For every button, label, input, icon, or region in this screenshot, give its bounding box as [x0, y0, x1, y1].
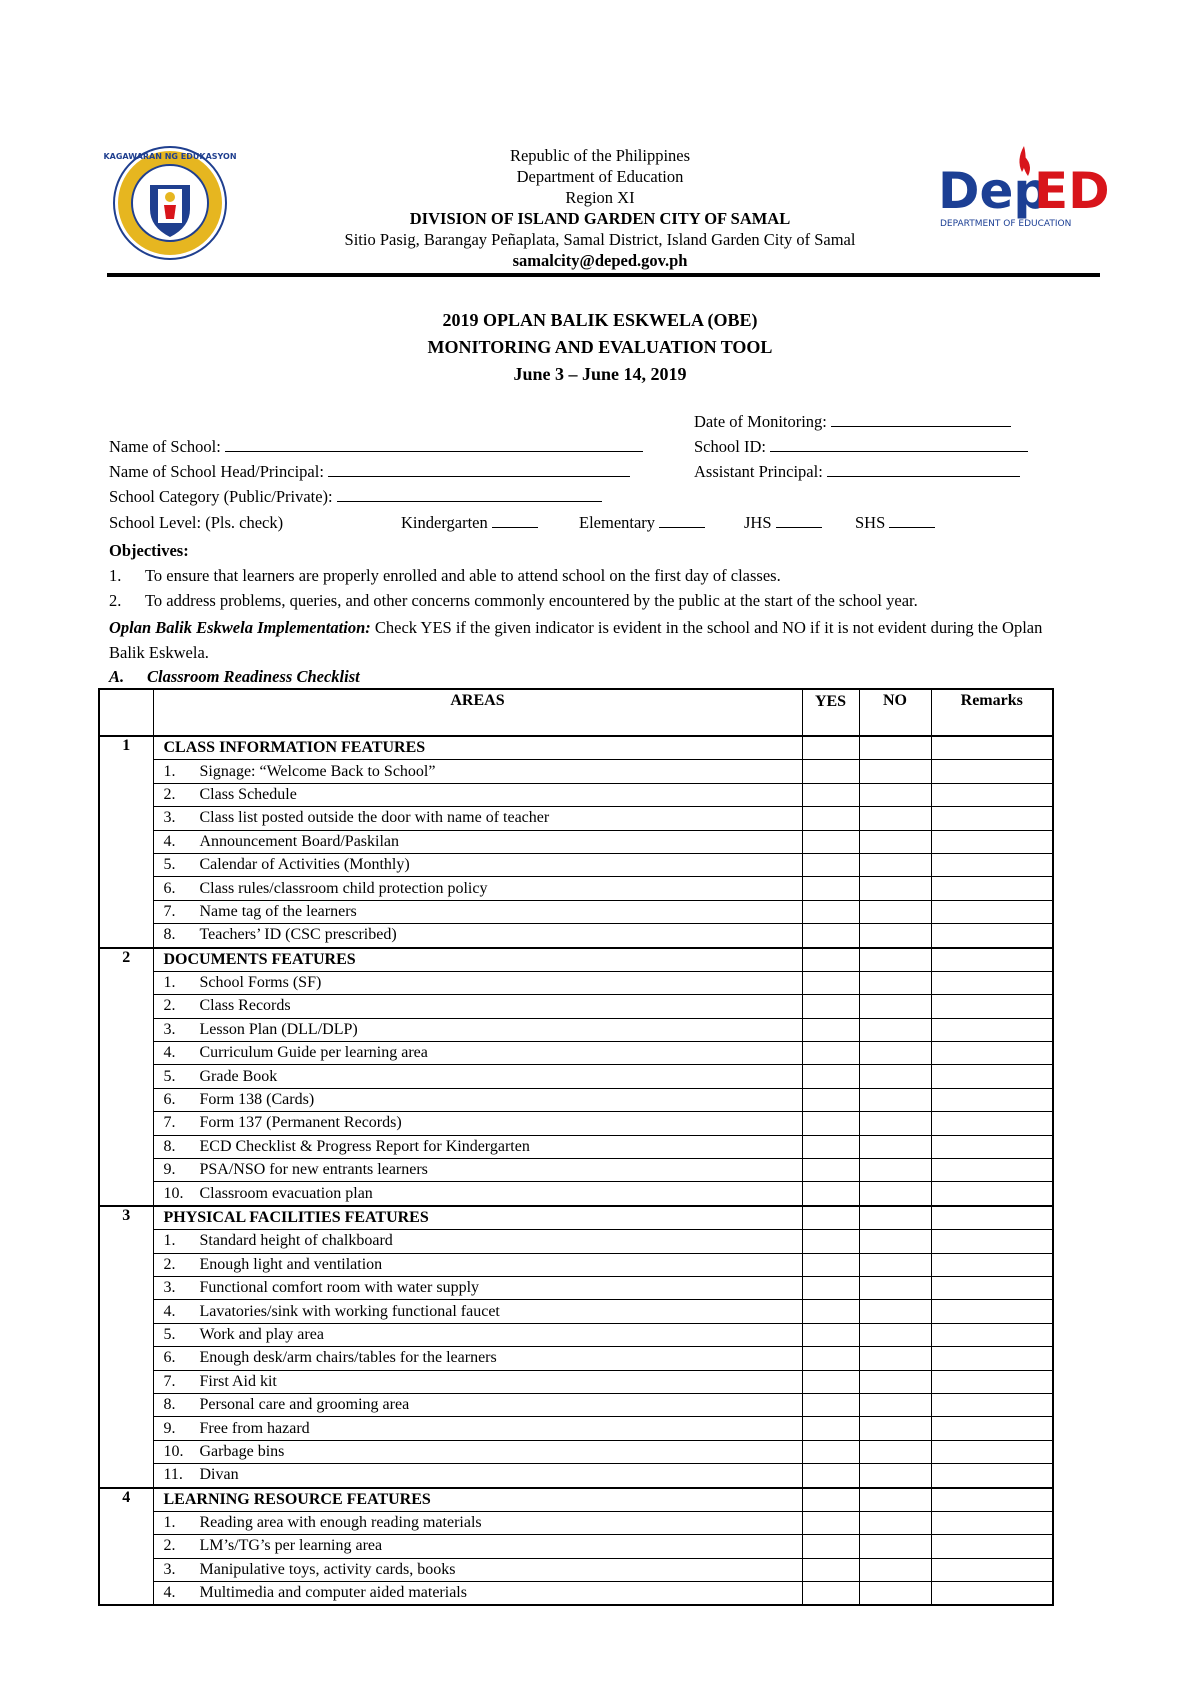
level-jhs[interactable]: [744, 513, 822, 533]
no-cell[interactable]: [859, 1018, 931, 1041]
section-a-heading: A. Classroom Readiness Checklist: [109, 667, 360, 686]
section-number: 3: [99, 1206, 153, 1488]
no-cell[interactable]: [859, 1112, 931, 1135]
school-id-field[interactable]: [694, 437, 1028, 457]
remarks-cell[interactable]: [931, 1300, 1053, 1323]
classroom-readiness-table: [98, 688, 1054, 1606]
yes-cell[interactable]: [802, 1464, 859, 1488]
checklist-item-row: [99, 1323, 1053, 1346]
assistant-principal-field[interactable]: [694, 462, 1020, 482]
yes-cell[interactable]: [802, 807, 859, 830]
date-label: Date of Monitoring:: [694, 412, 827, 431]
yes-cell[interactable]: [802, 900, 859, 923]
svg-text:KAGAWARAN NG EDUKASYON: KAGAWARAN NG EDUKASYON: [103, 152, 237, 161]
remarks-cell[interactable]: [931, 1135, 1053, 1158]
checklist-item-row: [99, 877, 1053, 900]
remarks-cell[interactable]: [931, 924, 1053, 948]
remarks-cell[interactable]: [931, 736, 1053, 760]
header-email: samalcity@deped.gov.ph: [512, 251, 688, 270]
school-name-field[interactable]: [109, 437, 643, 457]
checklist-item-row: [99, 1440, 1053, 1463]
checklist-item: 6. Enough desk/arm chairs/tables for the learners: [153, 1347, 802, 1370]
checklist-item-row: [99, 760, 1053, 783]
checklist-item-row: [99, 1018, 1053, 1041]
yes-cell[interactable]: [802, 1253, 859, 1276]
section-number: 1: [99, 736, 153, 948]
deped-logo-subtitle: DEPARTMENT OF EDUCATION: [940, 219, 1072, 229]
letterhead: [280, 145, 920, 271]
yes-cell[interactable]: [802, 924, 859, 948]
checklist-item-row: [99, 1159, 1053, 1182]
remarks-cell[interactable]: [931, 1511, 1053, 1534]
remarks-cell[interactable]: [931, 1558, 1053, 1581]
no-cell[interactable]: [859, 783, 931, 806]
no-cell[interactable]: [859, 1535, 931, 1558]
objective-2: 2. To address problems, queries, and other concerns commonly encountered by the public at the start of the school year.: [109, 591, 918, 610]
yes-cell[interactable]: [802, 1042, 859, 1065]
header-rule: [107, 273, 1100, 277]
document-title: [0, 307, 1200, 388]
checklist-item-row: [99, 1112, 1053, 1135]
checklist-item-row: [99, 924, 1053, 948]
no-cell[interactable]: [859, 1065, 931, 1088]
yes-cell[interactable]: [802, 1393, 859, 1416]
remarks-cell[interactable]: [931, 1464, 1053, 1488]
school-head-blank[interactable]: [328, 462, 630, 477]
checklist-item: 1. Standard height of chalkboard: [153, 1230, 802, 1253]
no-cell[interactable]: [859, 1393, 931, 1416]
school-id-blank[interactable]: [770, 437, 1028, 452]
checklist-item: 10. Garbage bins: [153, 1440, 802, 1463]
no-cell[interactable]: [859, 736, 931, 760]
school-level-label: School Level: (Pls. check): [109, 513, 284, 532]
checklist-item: 4. Lavatories/sink with working functional faucet: [153, 1300, 802, 1323]
remarks-cell[interactable]: [931, 1488, 1053, 1512]
header-remarks: Remarks: [931, 689, 1053, 736]
checklist-item-row: [99, 783, 1053, 806]
no-cell[interactable]: [859, 830, 931, 853]
header-region: Region XI: [565, 188, 635, 207]
title-line-1: 2019 OPLAN BALIK ESKWELA (OBE): [442, 310, 758, 330]
yes-cell[interactable]: [802, 830, 859, 853]
no-cell[interactable]: [859, 1042, 931, 1065]
checklist-item: 4. Multimedia and computer aided materials: [153, 1582, 802, 1606]
checklist-item-row: [99, 1535, 1053, 1558]
checklist-item-row: [99, 1511, 1053, 1534]
checklist-item-row: [99, 1135, 1053, 1158]
yes-cell[interactable]: [802, 1206, 859, 1230]
level-jhs-blank[interactable]: [776, 513, 822, 528]
yes-cell[interactable]: [802, 1065, 859, 1088]
yes-cell[interactable]: [802, 760, 859, 783]
checklist-item: 1. Reading area with enough reading materials: [153, 1511, 802, 1534]
yes-cell[interactable]: [802, 1112, 859, 1135]
no-cell[interactable]: [859, 1323, 931, 1346]
title-line-3: June 3 – June 14, 2019: [513, 364, 687, 384]
remarks-cell[interactable]: [931, 971, 1053, 994]
remarks-cell[interactable]: [931, 1253, 1053, 1276]
school-id-label: School ID:: [694, 437, 766, 456]
school-category-field[interactable]: [109, 487, 602, 507]
yes-cell[interactable]: [802, 995, 859, 1018]
remarks-cell[interactable]: [931, 1206, 1053, 1230]
no-cell[interactable]: [859, 900, 931, 923]
school-name-blank[interactable]: [225, 437, 643, 452]
no-cell[interactable]: [859, 1276, 931, 1299]
level-shs[interactable]: [855, 513, 935, 533]
section-title: CLASS INFORMATION FEATURES: [153, 736, 802, 760]
level-shs-label: SHS: [855, 513, 886, 532]
checklist-item-row: [99, 900, 1053, 923]
checklist-item-row: [99, 853, 1053, 876]
yes-cell[interactable]: [802, 1558, 859, 1581]
implementation-instructions: Oplan Balik Eskwela Implementation: Check YES if the given indicator is evident in the school and NO if it is not evident during the Oplan Balik Eskwela.: [109, 618, 1043, 662]
header-address: Sitio Pasig, Barangay Peñaplata, Samal District, Island Garden City of Samal: [344, 230, 856, 249]
no-cell[interactable]: [859, 1253, 931, 1276]
remarks-cell[interactable]: [931, 1535, 1053, 1558]
yes-cell[interactable]: [802, 1511, 859, 1534]
yes-cell[interactable]: [802, 1535, 859, 1558]
remarks-cell[interactable]: [931, 1182, 1053, 1206]
assistant-principal-label: Assistant Principal:: [694, 462, 823, 481]
svg-text:ED: ED: [1034, 162, 1110, 220]
yes-cell[interactable]: [802, 783, 859, 806]
checklist-item: 5. Grade Book: [153, 1065, 802, 1088]
checklist-item: 2. Enough light and ventilation: [153, 1253, 802, 1276]
school-head-label: Name of School Head/Principal:: [109, 462, 324, 481]
checklist-item: 8. ECD Checklist & Progress Report for Kindergarten: [153, 1135, 802, 1158]
checklist-item-row: [99, 995, 1053, 1018]
yes-cell[interactable]: [802, 1370, 859, 1393]
yes-cell[interactable]: [802, 1276, 859, 1299]
no-cell[interactable]: [859, 1440, 931, 1463]
yes-cell[interactable]: [802, 1440, 859, 1463]
checklist-item-row: [99, 1417, 1053, 1440]
no-cell[interactable]: [859, 1347, 931, 1370]
checklist-item-row: [99, 1300, 1053, 1323]
checklist-item: 8. Teachers’ ID (CSC prescribed): [153, 924, 802, 948]
checklist-item-row: [99, 1042, 1053, 1065]
yes-cell[interactable]: [802, 1159, 859, 1182]
header-republic: Republic of the Philippines: [509, 146, 691, 165]
yes-cell[interactable]: [802, 736, 859, 760]
objective-1: 1. To ensure that learners are properly enrolled and able to attend school on the first day of classes.: [109, 566, 781, 585]
no-cell[interactable]: [859, 1088, 931, 1111]
checklist-item: 6. Form 138 (Cards): [153, 1088, 802, 1111]
section-row: [99, 736, 1053, 760]
no-cell[interactable]: [859, 1300, 931, 1323]
checklist-item: 3. Class list posted outside the door with name of teacher: [153, 807, 802, 830]
no-cell[interactable]: [859, 948, 931, 972]
level-shs-blank[interactable]: [889, 513, 935, 528]
no-cell[interactable]: [859, 1464, 931, 1488]
checklist-item: 2. Class Records: [153, 995, 802, 1018]
checklist-item: 8. Personal care and grooming area: [153, 1393, 802, 1416]
svg-text:Dep: Dep: [938, 162, 1050, 220]
no-cell[interactable]: [859, 1582, 931, 1606]
yes-cell[interactable]: [802, 1300, 859, 1323]
date-of-monitoring-field[interactable]: [694, 412, 1011, 432]
checklist-item: 3. Lesson Plan (DLL/DLP): [153, 1018, 802, 1041]
remarks-cell[interactable]: [931, 1440, 1053, 1463]
header-num-cell: [99, 689, 153, 736]
checklist-item: 9. PSA/NSO for new entrants learners: [153, 1159, 802, 1182]
level-jhs-label: JHS: [744, 513, 772, 532]
checklist-item-row: [99, 1558, 1053, 1581]
remarks-cell[interactable]: [931, 1065, 1053, 1088]
deped-seal-logo: [103, 145, 237, 261]
yes-cell[interactable]: [802, 1582, 859, 1606]
remarks-cell[interactable]: [931, 1230, 1053, 1253]
title-line-2: MONITORING AND EVALUATION TOOL: [427, 337, 773, 357]
checklist-item-row: [99, 1582, 1053, 1606]
section-number: 4: [99, 1488, 153, 1606]
yes-cell[interactable]: [802, 1230, 859, 1253]
yes-cell[interactable]: [802, 948, 859, 972]
section-number: 2: [99, 948, 153, 1206]
deped-brand-logo: [938, 140, 1110, 240]
level-elementary[interactable]: [579, 513, 705, 533]
no-cell[interactable]: [859, 1159, 931, 1182]
remarks-cell[interactable]: [931, 1088, 1053, 1111]
yes-cell[interactable]: [802, 1018, 859, 1041]
yes-cell[interactable]: [802, 971, 859, 994]
checklist-item: 6. Class rules/classroom child protection policy: [153, 877, 802, 900]
school-category-label: School Category (Public/Private):: [109, 487, 333, 506]
no-cell[interactable]: [859, 1488, 931, 1512]
checklist-item: 4. Announcement Board/Paskilan: [153, 830, 802, 853]
checklist-item: 4. Curriculum Guide per learning area: [153, 1042, 802, 1065]
level-kindergarten[interactable]: [401, 513, 538, 533]
yes-cell[interactable]: [802, 1488, 859, 1512]
section-row: [99, 1206, 1053, 1230]
remarks-cell[interactable]: [931, 1112, 1053, 1135]
section-row: [99, 948, 1053, 972]
checklist-item-row: [99, 830, 1053, 853]
table-header-row: [99, 689, 1053, 736]
yes-cell[interactable]: [802, 1417, 859, 1440]
section-title: PHYSICAL FACILITIES FEATURES: [153, 1206, 802, 1230]
checklist-item: 5. Calendar of Activities (Monthly): [153, 853, 802, 876]
level-elementary-label: Elementary: [579, 513, 656, 532]
section-row: [99, 1488, 1053, 1512]
checklist-item: 7. Name tag of the learners: [153, 900, 802, 923]
remarks-cell[interactable]: [931, 948, 1053, 972]
no-cell[interactable]: [859, 1558, 931, 1581]
no-cell[interactable]: [859, 971, 931, 994]
header-areas: AREAS: [153, 689, 802, 736]
school-name-label: Name of School:: [109, 437, 221, 456]
no-cell[interactable]: [859, 807, 931, 830]
level-kindergarten-blank[interactable]: [492, 513, 538, 528]
remarks-cell[interactable]: [931, 900, 1053, 923]
checklist-item-row: [99, 1393, 1053, 1416]
checklist-item-row: [99, 1253, 1053, 1276]
school-head-field[interactable]: [109, 462, 630, 482]
yes-cell[interactable]: [802, 1182, 859, 1206]
header-yes: YES: [802, 689, 859, 736]
level-elementary-blank[interactable]: [659, 513, 705, 528]
checklist-item-row: [99, 1347, 1053, 1370]
checklist-item-row: [99, 1230, 1053, 1253]
checklist-item: 2. LM’s/TG’s per learning area: [153, 1535, 802, 1558]
remarks-cell[interactable]: [931, 1417, 1053, 1440]
yes-cell[interactable]: [802, 853, 859, 876]
header-division: DIVISION OF ISLAND GARDEN CITY OF SAMAL: [409, 209, 791, 228]
section-title: DOCUMENTS FEATURES: [153, 948, 802, 972]
remarks-cell[interactable]: [931, 1582, 1053, 1606]
remarks-cell[interactable]: [931, 1276, 1053, 1299]
no-cell[interactable]: [859, 1230, 931, 1253]
remarks-cell[interactable]: [931, 1347, 1053, 1370]
checklist-item-row: [99, 1370, 1053, 1393]
header-no: NO: [859, 689, 931, 736]
no-cell[interactable]: [859, 877, 931, 900]
no-cell[interactable]: [859, 1511, 931, 1534]
checklist-item: 2. Class Schedule: [153, 783, 802, 806]
remarks-cell[interactable]: [931, 877, 1053, 900]
objectives-heading: Objectives:: [109, 541, 189, 560]
checklist-item-row: [99, 807, 1053, 830]
remarks-cell[interactable]: [931, 995, 1053, 1018]
section-title: LEARNING RESOURCE FEATURES: [153, 1488, 802, 1512]
remarks-cell[interactable]: [931, 1393, 1053, 1416]
yes-cell[interactable]: [802, 1088, 859, 1111]
remarks-cell[interactable]: [931, 1018, 1053, 1041]
yes-cell[interactable]: [802, 1135, 859, 1158]
no-cell[interactable]: [859, 760, 931, 783]
checklist-item-row: [99, 1065, 1053, 1088]
checklist-item: 10. Classroom evacuation plan: [153, 1182, 802, 1206]
checklist-item: 7. Form 137 (Permanent Records): [153, 1112, 802, 1135]
remarks-cell[interactable]: [931, 1042, 1053, 1065]
checklist-item: 1. School Forms (SF): [153, 971, 802, 994]
no-cell[interactable]: [859, 1182, 931, 1206]
checklist-item: 1. Signage: “Welcome Back to School”: [153, 760, 802, 783]
level-kindergarten-label: Kindergarten: [401, 513, 488, 532]
no-cell[interactable]: [859, 1417, 931, 1440]
no-cell[interactable]: [859, 924, 931, 948]
yes-cell[interactable]: [802, 877, 859, 900]
checklist-item-row: [99, 1088, 1053, 1111]
checklist-item: 11. Divan: [153, 1464, 802, 1488]
checklist-item-row: [99, 1276, 1053, 1299]
remarks-cell[interactable]: [931, 760, 1053, 783]
checklist-item: 7. First Aid kit: [153, 1370, 802, 1393]
remarks-cell[interactable]: [931, 830, 1053, 853]
remarks-cell[interactable]: [931, 1159, 1053, 1182]
no-cell[interactable]: [859, 1370, 931, 1393]
checklist-item-row: [99, 1182, 1053, 1206]
assistant-principal-blank[interactable]: [827, 462, 1020, 477]
date-blank[interactable]: [831, 412, 1011, 427]
checklist-item: 3. Functional comfort room with water supply: [153, 1276, 802, 1299]
no-cell[interactable]: [859, 853, 931, 876]
remarks-cell[interactable]: [931, 1323, 1053, 1346]
checklist-item: 3. Manipulative toys, activity cards, books: [153, 1558, 802, 1581]
yes-cell[interactable]: [802, 1347, 859, 1370]
no-cell[interactable]: [859, 1206, 931, 1230]
no-cell[interactable]: [859, 995, 931, 1018]
header-department: Department of Education: [516, 167, 684, 186]
no-cell[interactable]: [859, 1135, 931, 1158]
remarks-cell[interactable]: [931, 807, 1053, 830]
yes-cell[interactable]: [802, 1323, 859, 1346]
checklist-item: 9. Free from hazard: [153, 1417, 802, 1440]
school-category-blank[interactable]: [337, 487, 602, 502]
checklist-item-row: [99, 971, 1053, 994]
checklist-item-row: [99, 1464, 1053, 1488]
remarks-cell[interactable]: [931, 1370, 1053, 1393]
remarks-cell[interactable]: [931, 853, 1053, 876]
checklist-item: 5. Work and play area: [153, 1323, 802, 1346]
remarks-cell[interactable]: [931, 783, 1053, 806]
